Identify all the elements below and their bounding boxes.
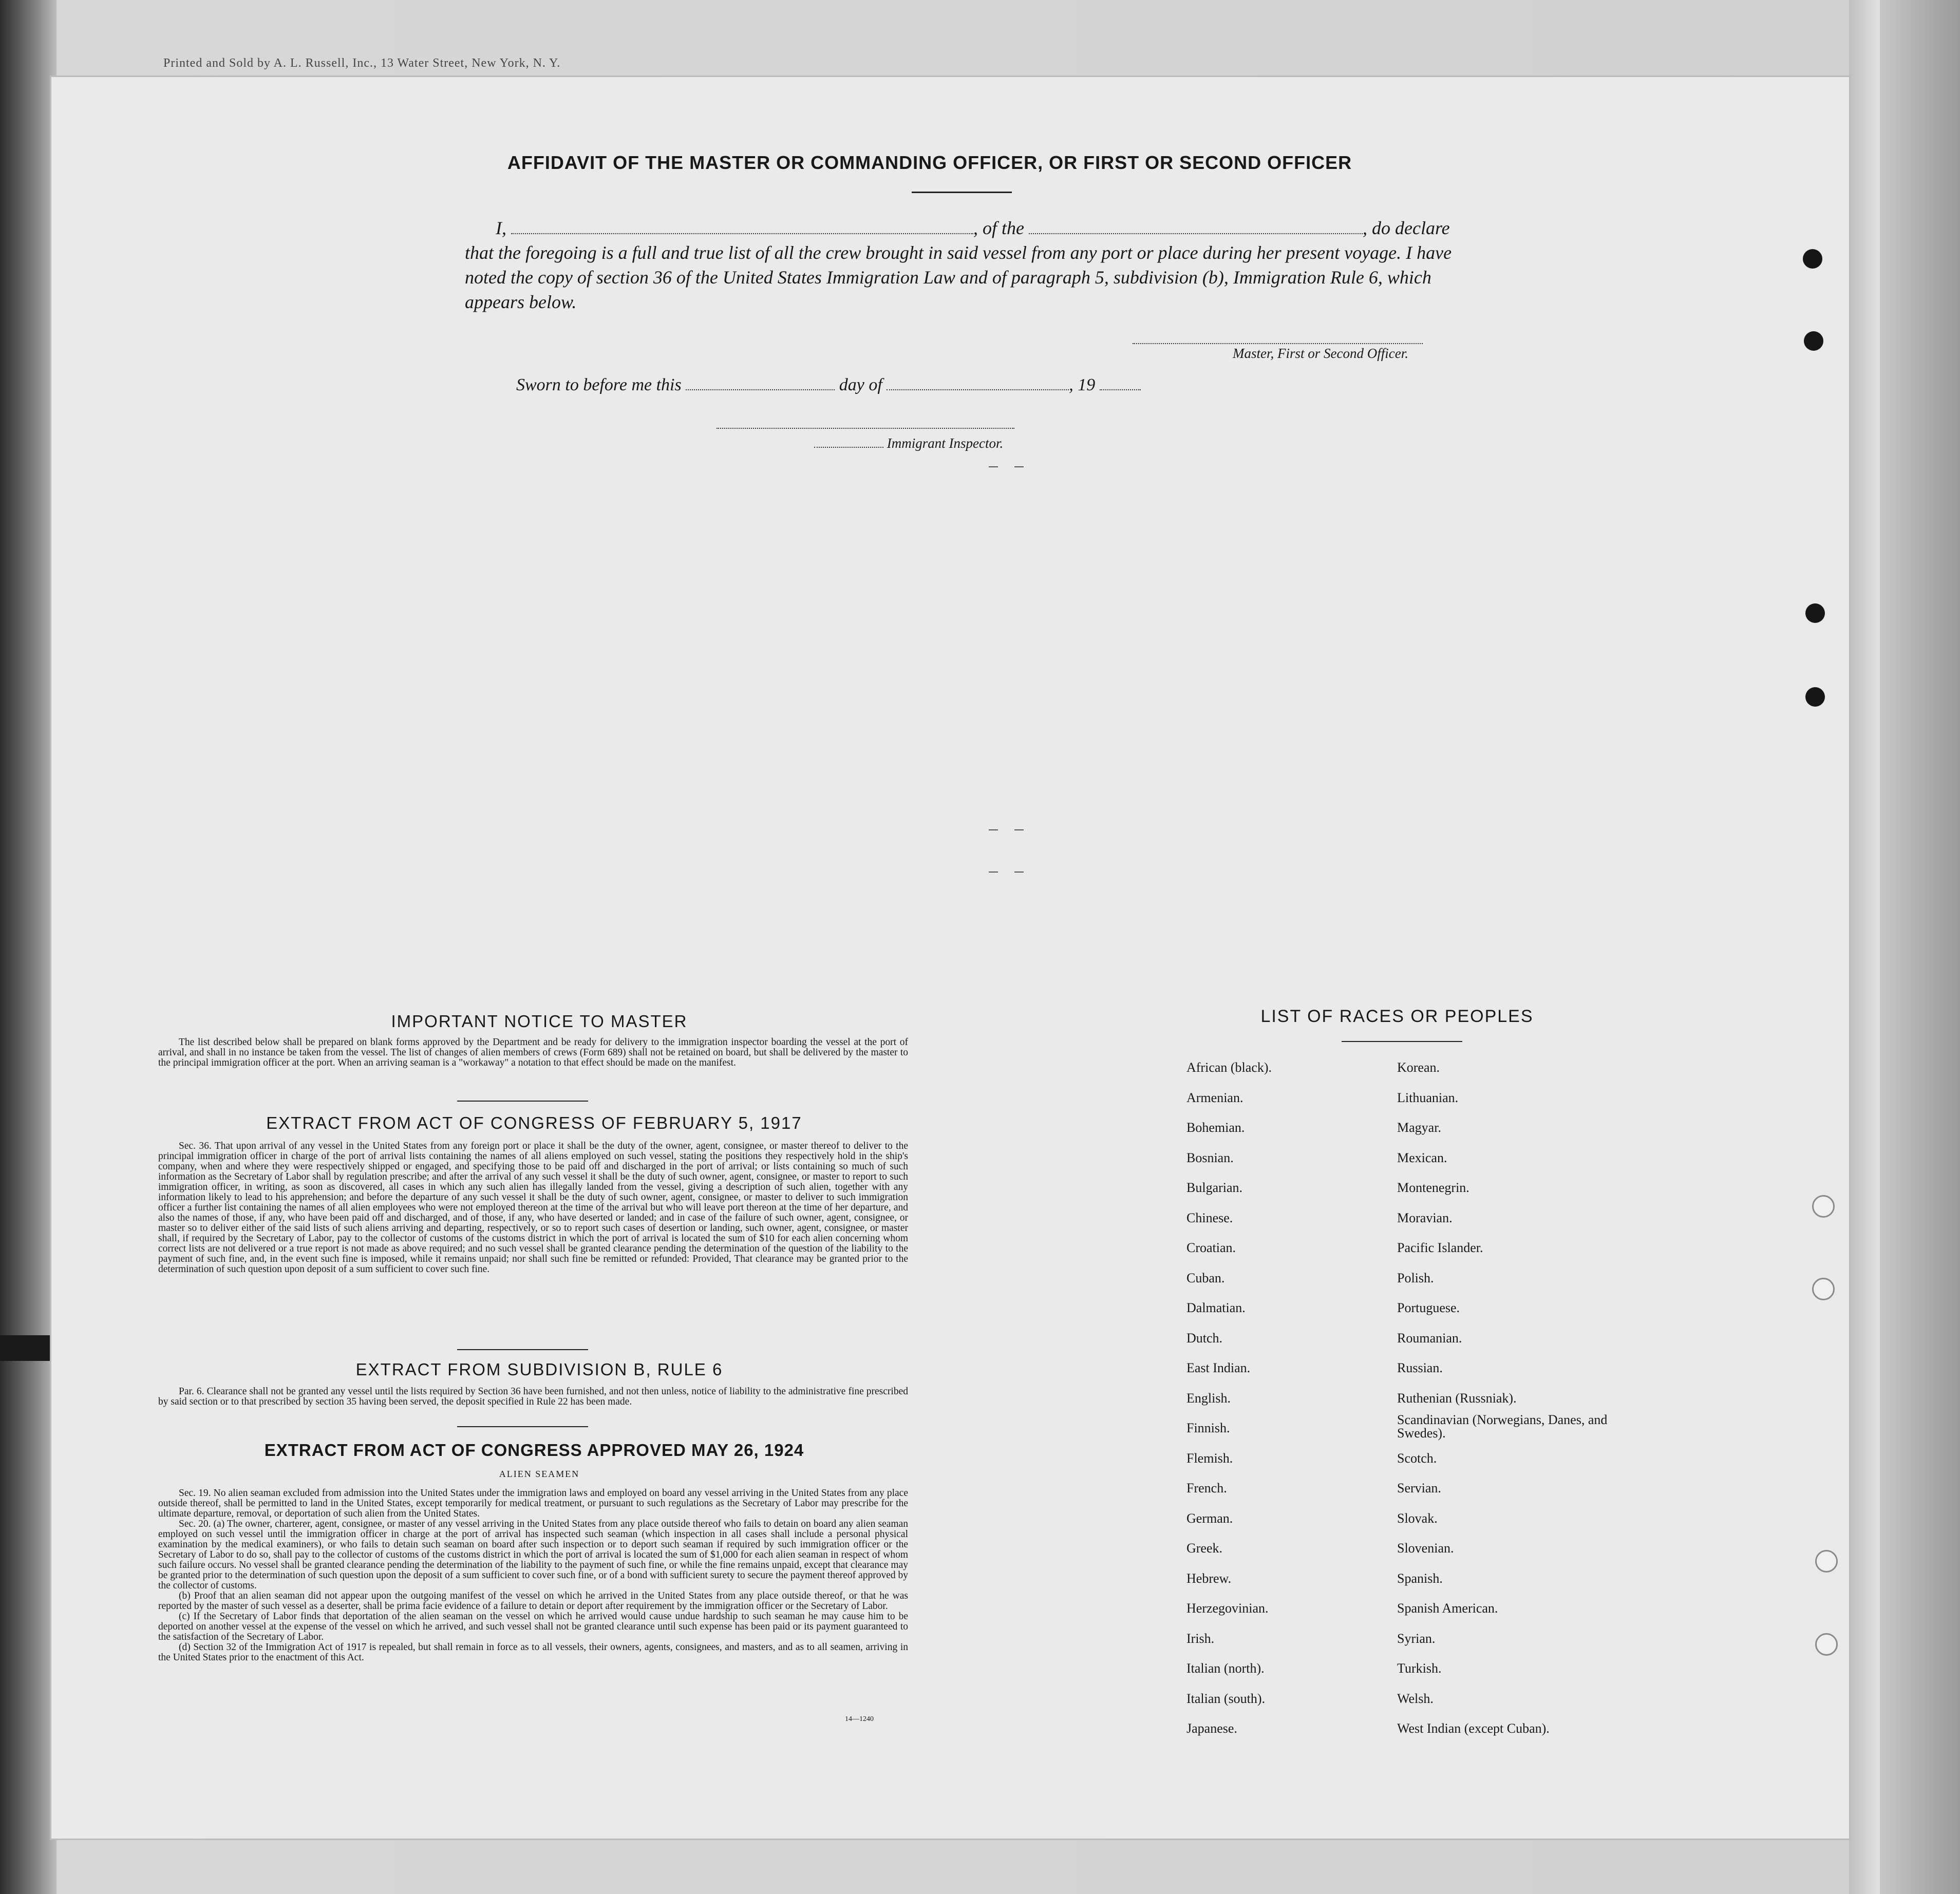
notice-text: [158, 1037, 908, 1068]
punch-hole-icon: [1815, 1633, 1838, 1656]
race-item: Armenian.: [1186, 1090, 1243, 1105]
race-item: Japanese.: [1186, 1721, 1237, 1736]
extract-1924-paragraph: Sec. 20. (a) The owner, charterer, agent, consignee, or master of any vessel arriving in the United States from any place outside thereof who fails to detain on board any alien seaman employed on such vessel until the immigration officer in charge at the port of arrival has inspected such seaman (which inspection in all cases shall include a personal physical examination by the medical examiners), or who fails to detain such seaman on board after such inspection or to deport such seaman if required by such immigration officer or the Secretary of Labor to do so, shall pay to the collector of customs of the customs district in which the port of arrival is located the sum of $1,000 for each alien seaman in respect of whom such failure occurs. No vessel shall be granted clearance pending the determination of the liability to the payment of such fine, or while the fine remains unpaid, except that clearance may be granted prior to the determination of such question upon the deposit of a sum sufficient to cover such fine, or of a bond with sufficient surety to secure the payment thereof approved by the collector of customs.: [158, 1519, 908, 1591]
affidavit-body: [465, 216, 1466, 314]
race-item: Polish.: [1397, 1270, 1434, 1285]
extract-rule6-text: [158, 1387, 908, 1407]
extract-1924-paragraph: Sec. 19. No alien seaman excluded from admission into the United States under the immigration laws and employed on board any vessel arriving in the United States from any place outside thereof, shall be permitted to land in the United States, except temporarily for medical treatment, or pursuant to such regulations as the Secretary of Labor may prescribe for the ultimate departure, removal, or deportation of such alien from the United States.: [158, 1488, 908, 1519]
affidavit-of-the: , of the: [973, 218, 1024, 238]
extract-1924-text: [158, 1488, 908, 1663]
race-item: West Indian (except Cuban).: [1397, 1721, 1550, 1736]
race-item: Italian (south).: [1186, 1691, 1266, 1706]
section-rule: [457, 1101, 588, 1102]
sworn-year-line: [1100, 374, 1141, 390]
affidavit-title: AFFIDAVIT OF THE MASTER OR COMMANDING OFFICER, OR FIRST OR SECOND OFFICER: [507, 152, 1352, 173]
punch-hole-icon: [1812, 1195, 1835, 1218]
extract-1917-title: EXTRACT FROM ACT OF CONGRESS OF FEBRUARY 5, 1917: [266, 1113, 802, 1132]
race-item: Lithuanian.: [1397, 1090, 1459, 1105]
extract-1924-title: EXTRACT FROM ACT OF CONGRESS APPROVED MAY 26, 1924: [264, 1441, 804, 1460]
race-item: Ruthenian (Russniak).: [1397, 1390, 1517, 1406]
race-item: Russian.: [1397, 1360, 1443, 1375]
race-item: Irish.: [1186, 1631, 1215, 1646]
race-item: Italian (north).: [1186, 1661, 1265, 1676]
extract-rule6-title: EXTRACT FROM SUBDIVISION B, RULE 6: [355, 1360, 723, 1379]
affidavit-i: I,: [496, 218, 506, 238]
race-item: East Indian.: [1186, 1360, 1251, 1375]
sworn-year-prefix: , 19: [1069, 375, 1096, 394]
race-item: Scandinavian (Norwegians, Danes, and Swedes).: [1397, 1412, 1608, 1441]
race-item: Dalmatian.: [1186, 1300, 1246, 1315]
race-item: Magyar.: [1397, 1120, 1441, 1135]
inspector-caption-row: [814, 435, 1003, 451]
races-left-column: [1186, 1053, 1392, 1744]
sworn-prefix: Sworn to before me this: [516, 375, 682, 394]
master-signature-caption: Master, First or Second Officer.: [1233, 346, 1408, 361]
race-item: Pacific Islander.: [1397, 1240, 1483, 1255]
sworn-day-of: day of: [839, 375, 882, 394]
left-edge-shadow: [0, 0, 56, 1894]
right-page-edge: [1849, 0, 1880, 1894]
race-item: Herzegovinian.: [1186, 1601, 1269, 1616]
races-right-column: [1397, 1053, 1633, 1744]
races-rule: [1342, 1041, 1462, 1042]
race-item: Croatian.: [1186, 1240, 1236, 1255]
race-item: Dutch.: [1186, 1330, 1223, 1346]
printer-imprint: Printed and Sold by A. L. Russell, Inc., 13 Water Street, New York, N. Y.: [163, 56, 561, 70]
punch-hole-icon: [1805, 603, 1825, 623]
master-signature-line: [1133, 343, 1423, 344]
stray-mark: [989, 872, 998, 873]
race-item: Roumanian.: [1397, 1330, 1462, 1346]
race-item: Welsh.: [1397, 1691, 1434, 1706]
notice-title: IMPORTANT NOTICE TO MASTER: [391, 1012, 688, 1031]
extract-1924-subtitle: ALIEN SEAMEN: [499, 1469, 580, 1479]
inspector-dots: [814, 438, 883, 448]
race-item: Mexican.: [1397, 1150, 1447, 1165]
name-field-line: [511, 218, 973, 234]
race-item: Greek.: [1186, 1541, 1223, 1556]
stray-mark: [989, 466, 998, 467]
section-rule: [457, 1349, 588, 1350]
affidavit-statement: that the foregoing is a full and true list of all the crew brought in said vessel from any port or place during her present voyage. I have noted the copy of section 36 of the United States Immigration Law and of paragraph 5, subdivision (b), Immigration Rule 6, which appears below.: [465, 242, 1452, 312]
race-item: Slovak.: [1397, 1510, 1438, 1526]
punch-hole-icon: [1803, 249, 1822, 269]
race-item: African (black).: [1186, 1060, 1272, 1075]
race-item: Turkish.: [1397, 1661, 1442, 1676]
stray-mark: [1014, 466, 1024, 467]
title-rule: [912, 192, 1012, 193]
form-number: 14—1240: [845, 1715, 874, 1723]
extract-1917-paragraph: Sec. 36. That upon arrival of any vessel in the United States from any foreign port or place it shall be the duty of the owner, agent, consignee, or master thereof to deliver to the principal immigration officer in charge of the port of arrival lists containing the names of all aliens employed on such vessel, stating the positions they respectively hold in the ship's company, when and where they were respectively shipped or engaged, and specifying those to be paid off and discharged in the port of arrival; or lists containing so much of such information as the Secretary of Labor shall by regulation prescribe; and after the arrival of any such vessel it shall be the duty of such owner, agent, consignee, or master to report to such immigration officer, in writing, as soon as discovered, all cases in which any such alien has illegally landed from the vessel, giving a description of such alien, together with any information likely to lead to his apprehension; and before the departure of any such vessel it shall be the duty of such owner, agent, consignee, or master to deliver to such immigration officer a further list containing the names of all alien employees who were not employed thereon at the time of the arrival but who will leave port thereon at the time of her departure, and also the names of those, if any, who have been paid off and discharged, and of those, if any, who have deserted or landed; and in case of the failure of such owner, agent, consignee, or master so to deliver either of the said lists of such aliens arriving and departing, respectively, or so to report such cases of desertion or landing, such owner, agent, consignee, or master shall, if required by the Secretary of Labor, pay to the collector of customs of the customs district in which the port of arrival is located the sum of $10 for each alien concerning whom correct lists are not delivered or a true report is not made as above required; and no such vessel shall be granted clearance pending the determination of the question of the liability to the payment of such fine, and, in the event such fine is imposed, while it remains unpaid; nor shall such fine be remitted or refunded: Provided, That clearance may be granted prior to the determination of such question upon deposit of a sum sufficient to cover such fine.: [158, 1141, 908, 1275]
sworn-line: [516, 374, 1141, 395]
punch-hole-icon: [1805, 687, 1825, 707]
race-item: Bohemian.: [1186, 1120, 1245, 1135]
extract-rule6-paragraph: Par. 6. Clearance shall not be granted any vessel until the lists required by Section 36 have been furnished, and not then unless, notice of liability to the administrative fine prescribed by said section or to that prescribed by section 35 having been served, the deposit specified in Rule 22 has been made.: [158, 1386, 908, 1407]
vessel-field-line: [1029, 218, 1363, 234]
stray-mark: [1014, 872, 1024, 873]
section-rule: [457, 1426, 588, 1427]
punch-hole-icon: [1812, 1278, 1835, 1300]
race-item: Bulgarian.: [1186, 1180, 1243, 1195]
sworn-day-line: [686, 374, 835, 390]
extract-1924-paragraph: (b) Proof that an alien seaman did not appear upon the outgoing manifest of the vessel on which he arrived in the United States from any place outside thereof, or that he was reported by the master of such vessel as a deserter, shall be prima facie evidence of a failure to detain or deport after requirement by the immigration officer or the Secretary of Labor.: [158, 1590, 908, 1612]
stray-mark: [1014, 829, 1024, 830]
race-item: Korean.: [1397, 1060, 1440, 1075]
affidavit-declare: , do declare: [1362, 218, 1450, 238]
race-item: Montenegrin.: [1397, 1180, 1469, 1195]
inspector-signature-line: [717, 428, 1014, 429]
race-item: Moravian.: [1397, 1210, 1453, 1225]
race-item: Chinese.: [1186, 1210, 1233, 1225]
race-item: Spanish American.: [1397, 1601, 1498, 1616]
race-item: Hebrew.: [1186, 1570, 1232, 1586]
race-item: Syrian.: [1397, 1631, 1436, 1646]
race-item: Spanish.: [1397, 1570, 1443, 1586]
extract-1924-paragraph: (c) If the Secretary of Labor finds that deportation of the alien seaman on the vessel on which he arrived would cause undue hardship to such seaman he may cause him to be deported on another vessel at the expense of the vessel on which he arrived, and such vessel shall not be granted clearance until such expense has been paid or its payment guaranteed to the satisfaction of the Secretary of Labor.: [158, 1611, 908, 1642]
race-item: Cuban.: [1186, 1270, 1225, 1285]
race-item: Portuguese.: [1397, 1300, 1460, 1315]
race-item: Bosnian.: [1186, 1150, 1234, 1165]
race-item: Finnish.: [1186, 1420, 1230, 1435]
race-item: Scotch.: [1397, 1450, 1437, 1466]
race-item: Flemish.: [1186, 1450, 1233, 1466]
races-title: LIST OF RACES OR PEOPLES: [1260, 1007, 1534, 1026]
sworn-month-line: [887, 374, 1069, 390]
extract-1917-text: [158, 1141, 908, 1275]
race-item: French.: [1186, 1481, 1227, 1495]
race-item: Slovenian.: [1397, 1541, 1454, 1556]
punch-hole-icon: [1804, 331, 1823, 351]
stray-mark: [989, 829, 998, 830]
race-item: English.: [1186, 1390, 1231, 1406]
race-item: Servian.: [1397, 1481, 1441, 1495]
extract-1924-paragraph: (d) Section 32 of the Immigration Act of 1917 is repealed, but shall remain in force as to all vessels, their owners, agents, consignees, and masters, and as to all seamen, arriving in the United States prior to the enactment of this Act.: [158, 1642, 908, 1663]
notice-paragraph: The list described below shall be prepared on blank forms approved by the Department and be ready for delivery to the immigration inspector boarding the vessel at the port of arrival, and shall in no instance be taken from the vessel. The list of changes of alien members of crews (Form 689) shall not be retained on board, but shall be delivered by the master to the principal immigration officer at the port. When an arriving seaman is a "workaway" a notation to that effect should be made on the manifest.: [158, 1037, 908, 1068]
punch-hole-icon: [1815, 1550, 1838, 1573]
race-item: German.: [1186, 1510, 1233, 1526]
inspector-caption: Immigrant Inspector.: [887, 435, 1004, 451]
